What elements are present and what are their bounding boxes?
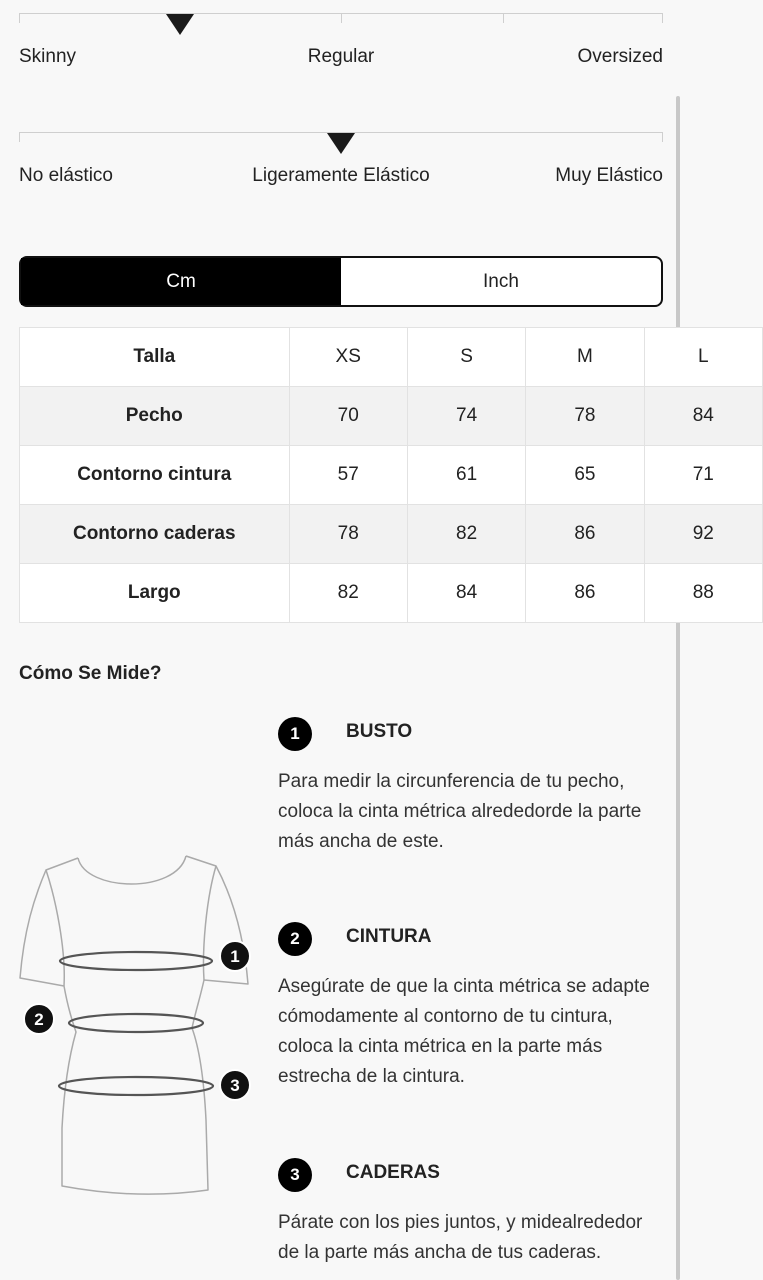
unit-option-cm[interactable]: Cm (21, 258, 341, 305)
fit-slider[interactable] (19, 0, 663, 70)
diagram-marker-2 (24, 1004, 54, 1034)
stretch-slider[interactable] (19, 120, 663, 195)
table-cell: 86 (526, 505, 644, 564)
fit-label-skinny: Skinny (19, 46, 77, 67)
unit-toggle[interactable] (19, 256, 663, 307)
dress-outline-icon (16, 850, 256, 1202)
table-cell: 74 (407, 387, 525, 446)
table-cell: 78 (526, 387, 644, 446)
how-to-measure-title: Cómo Se Mide? (19, 663, 162, 684)
table-cell: 82 (407, 505, 525, 564)
step-number-badge: 1 (278, 717, 312, 751)
step-description: Párate con los pies juntos, y midealrededor de la parte más ancha de tus caderas. (278, 1212, 643, 1263)
fit-slider-tick (341, 13, 342, 23)
step-title: BUSTO (346, 721, 413, 742)
row-label: Pecho (20, 387, 290, 446)
measure-step-waist (278, 922, 673, 1097)
measure-step-bust (278, 717, 673, 857)
stretch-label-slight: Ligeramente Elástico (252, 165, 430, 186)
size-header: S (407, 328, 525, 387)
size-table-container[interactable] (19, 327, 714, 627)
stretch-slider-tick (19, 132, 20, 142)
table-cell: 78 (289, 505, 407, 564)
step-description: Asegúrate de que la cinta métrica se adapte cómodamente al contorno de tu cintura, coloca la cinta métrica en la parte más estrecha de la cintura. (278, 976, 650, 1087)
table-row (20, 387, 763, 446)
stretch-slider-tick (662, 132, 663, 142)
diagram-marker-3 (220, 1070, 250, 1100)
step-title: CINTURA (346, 926, 432, 947)
table-row (20, 446, 763, 505)
fit-label-oversized: Oversized (577, 46, 663, 67)
triangle-down-icon[interactable] (327, 133, 355, 154)
size-header: XS (289, 328, 407, 387)
row-label: Largo (20, 564, 290, 623)
table-cell: 84 (644, 387, 762, 446)
step-description: Para medir la circunferencia de tu pecho, coloca la cinta métrica alrededorde la parte más ancha de este. (278, 771, 642, 852)
table-cell: 84 (407, 564, 525, 623)
triangle-down-icon[interactable] (166, 14, 194, 35)
unit-option-inch[interactable]: Inch (483, 270, 519, 292)
diagram-marker-label: 1 (230, 947, 240, 966)
size-header: L (644, 328, 762, 387)
table-header-row (20, 328, 763, 387)
table-cell: 88 (644, 564, 762, 623)
measure-step-hips (278, 1158, 673, 1273)
step-number-badge: 2 (278, 922, 312, 956)
stretch-label-very: Muy Elástico (555, 165, 663, 186)
table-row (20, 564, 763, 623)
size-header: M (526, 328, 644, 387)
row-label: Contorno caderas (20, 505, 290, 564)
scrollbar-thumb[interactable] (676, 96, 680, 1280)
fit-slider-tick (503, 13, 504, 23)
diagram-marker-label: 2 (34, 1010, 44, 1029)
table-cell: 86 (526, 564, 644, 623)
table-cell: 92 (644, 505, 762, 564)
table-cell: 70 (289, 387, 407, 446)
table-cell: 61 (407, 446, 525, 505)
fit-slider-tick (19, 13, 20, 23)
diagram-marker-label: 3 (230, 1076, 240, 1095)
fit-label-regular: Regular (307, 46, 375, 67)
fit-slider-tick (662, 13, 663, 23)
step-number-badge: 3 (278, 1158, 312, 1192)
table-cell: 57 (289, 446, 407, 505)
row-label: Contorno cintura (20, 446, 290, 505)
table-row (20, 505, 763, 564)
table-cell: 71 (644, 446, 762, 505)
size-table (19, 327, 763, 623)
diagram-marker-1 (220, 941, 250, 971)
step-title: CADERAS (346, 1162, 440, 1183)
table-header-label: Talla (20, 328, 290, 387)
table-cell: 82 (289, 564, 407, 623)
stretch-label-none: No elástico (19, 165, 113, 186)
table-cell: 65 (526, 446, 644, 505)
